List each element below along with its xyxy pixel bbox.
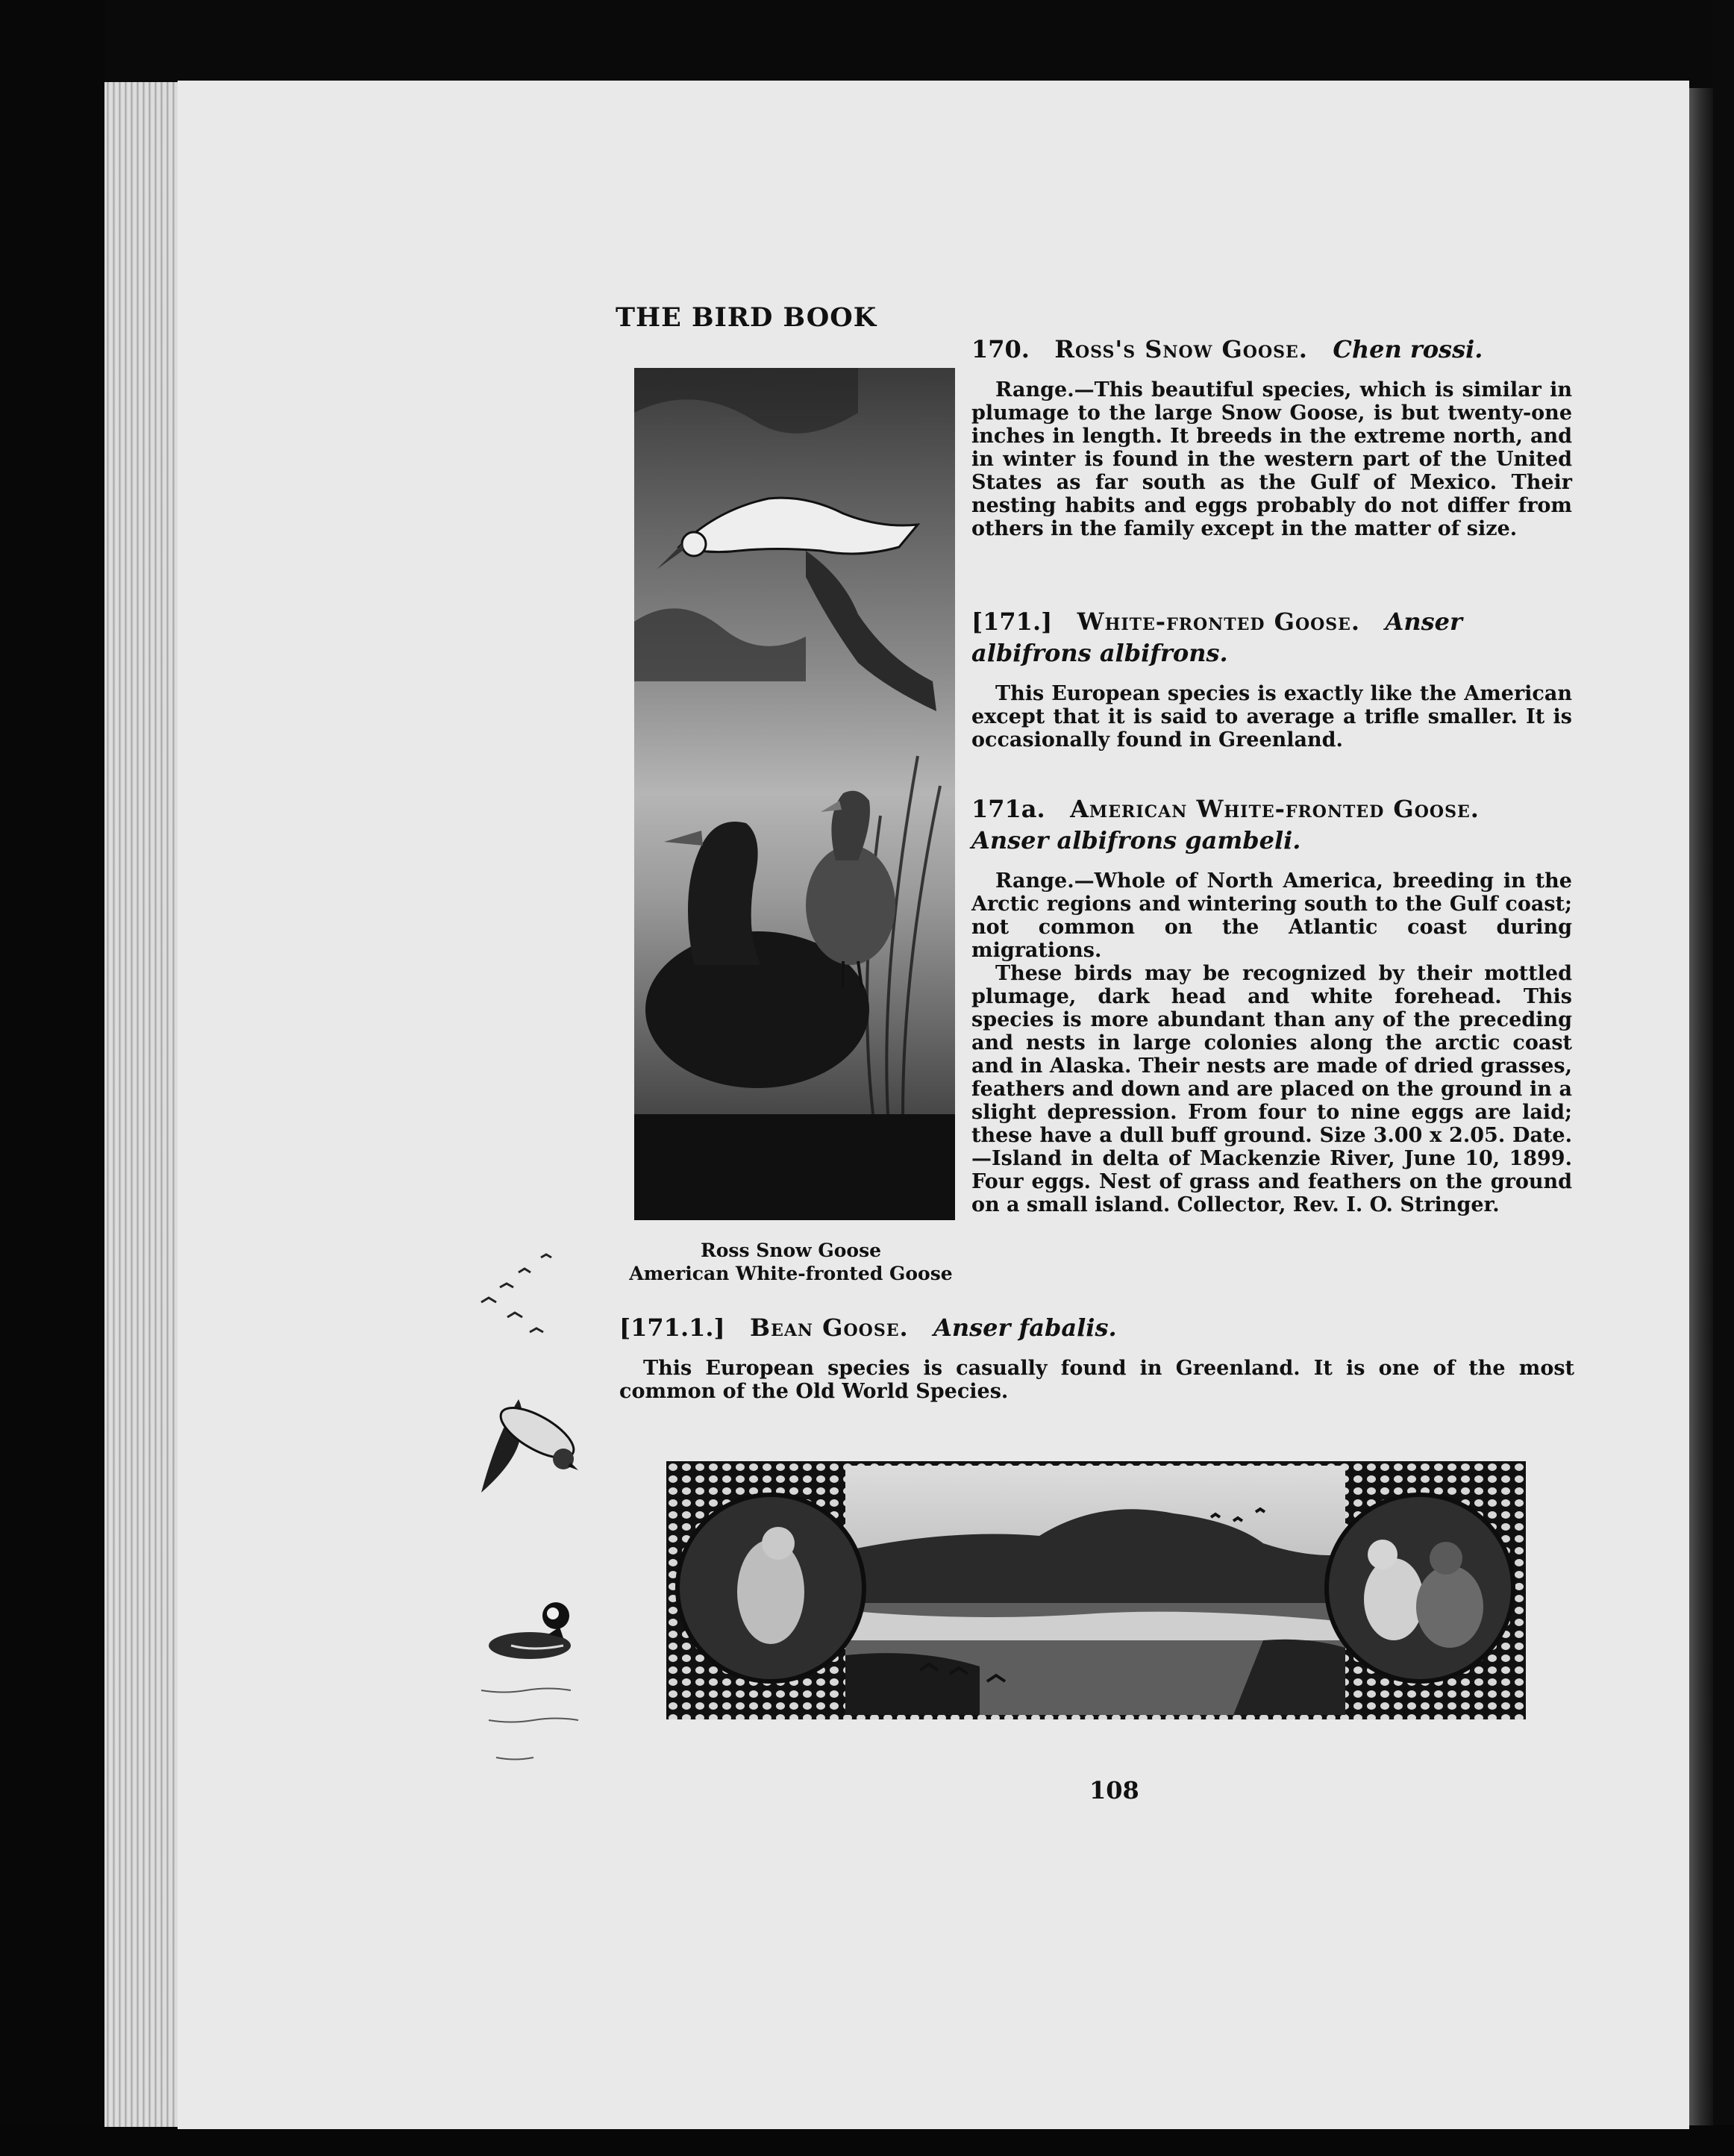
goose-plate-illustration <box>634 368 955 1220</box>
entry-171a <box>971 793 1572 1216</box>
book-gutter <box>1686 88 1713 2125</box>
entry-body <box>971 682 1572 752</box>
landscape-banner-illustration <box>666 1461 1526 1719</box>
water-ripples <box>481 1689 578 1760</box>
entry-body <box>619 1357 1574 1403</box>
page-edges <box>104 82 179 2127</box>
page-number: 108 <box>1089 1776 1139 1805</box>
entry-common-name: Ross's Snow Goose. <box>1054 335 1308 363</box>
entry-171-1 <box>619 1312 1574 1403</box>
entry-number: [171.1.] <box>619 1313 725 1342</box>
scan-border-left <box>0 0 104 2156</box>
entry-latin-name: Chen rossi. <box>1333 335 1483 363</box>
entry-latin-name: Anser fabalis. <box>933 1313 1117 1342</box>
scan-border-top <box>0 0 1734 93</box>
entry-number: [171.] <box>971 607 1053 636</box>
margin-bird-decoration <box>466 1243 601 1810</box>
entry-latin-name: Anser albifrons albifrons. <box>971 607 1462 667</box>
entry-heading <box>619 1312 1574 1343</box>
entry-latin-name: Anser albifrons gambeli. <box>971 826 1301 854</box>
swimming-merganser-figure <box>489 1602 571 1659</box>
entry-paragraph: Range.—Whole of North America, breeding in the Arctic regions and wintering south to the Gulf coast; not common on the Atlantic coast during migrations. <box>971 869 1572 962</box>
plate-caption-line-1: Ross Snow Goose <box>700 1240 882 1261</box>
entry-paragraph: These birds may be recognized by their mottled plumage, dark head and white forehead. This species is more abundant than any of the preceding and nests in large colonies along the arctic coast and in Alaska. Their nests are made of dried grasses, feathers and down and are placed on the ground in a slight depression. From four to nine eggs are laid; these have a dull buff ground. Size 3.00 x 2.05. Date.—Island in delta of Mackenzie River, June 10, 1899. Four eggs. Nest of grass and feathers on the ground on a small island. Collector, Rev. I. O. Stringer. <box>971 962 1572 1216</box>
entry-body <box>971 869 1572 1216</box>
entry-number: 171a. <box>971 795 1045 823</box>
entry-170 <box>971 334 1572 540</box>
entry-heading <box>971 606 1572 669</box>
entry-body <box>971 378 1572 540</box>
entry-common-name: American White-fronted Goose. <box>1070 795 1480 823</box>
entry-common-name: White-fronted Goose. <box>1077 607 1361 636</box>
plate-caption <box>604 1239 977 1285</box>
entry-paragraph: Range.—This beautiful species, which is similar in plumage to the large Snow Goose, is but twenty-one inches in length. It breeds in the extreme north, and in winter is found in the western part of the United States as far south as the Gulf of Mexico. Their nesting habits and eggs probably do not differ from others in the family except in the matter of size. <box>971 378 1572 540</box>
flock-sketch <box>481 1254 551 1332</box>
flying-duck-figure <box>481 1398 581 1493</box>
entry-paragraph: This European species is casually found in Greenland. It is one of the most common of the Old World Species. <box>619 1357 1574 1403</box>
scan-border-bottom <box>0 2125 1734 2156</box>
entry-number: 170. <box>971 335 1030 363</box>
entry-heading <box>971 334 1572 365</box>
running-head: THE BIRD BOOK <box>616 302 877 333</box>
entry-paragraph: This European species is exactly like the American except that it is said to average a trifle smaller. It is occasionally found in Greenland. <box>971 682 1572 752</box>
entry-heading <box>971 793 1572 856</box>
entry-common-name: Bean Goose. <box>750 1313 909 1342</box>
plate-caption-line-2: American White-fronted Goose <box>629 1263 953 1284</box>
scan-border-right <box>1712 0 1734 2156</box>
entry-171 <box>971 606 1572 752</box>
